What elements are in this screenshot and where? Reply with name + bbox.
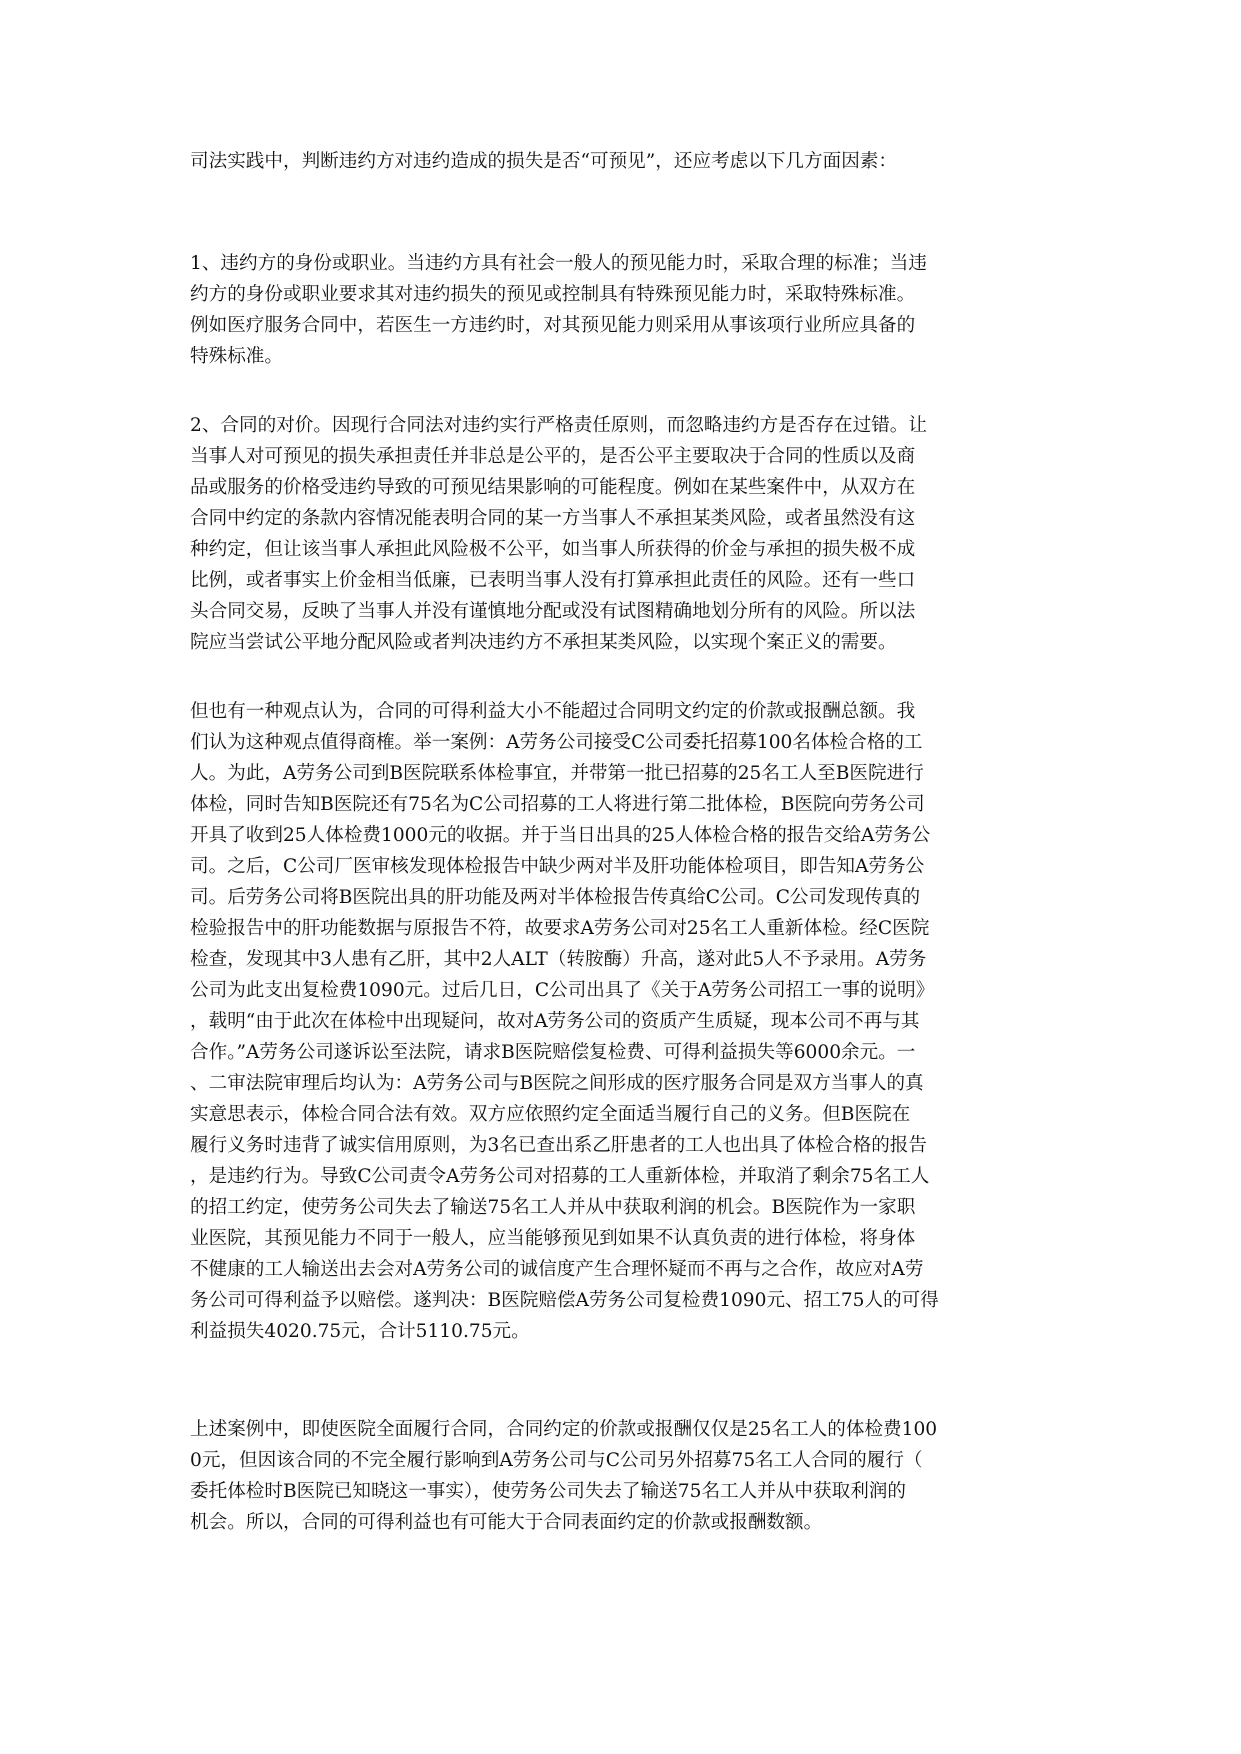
text-line: 委托体检时B医院已知晓这一事实），使劳务公司失去了输送75名工人并从中获取利润的 bbox=[190, 1481, 906, 1502]
text-line: 们认为这种观点值得商榷。举一案例：A劳务公司接受C公司委托招募100名体检合格的工 bbox=[190, 732, 923, 753]
text-line: 合同中约定的条款内容情况能表明合同的某一方当事人不承担某类风险，或者虽然没有这 bbox=[190, 508, 916, 529]
text-line: 实意思表示，体检合同合法有效。双方应依照约定全面适当履行自己的义务。但B医院在 bbox=[190, 1104, 911, 1125]
text-line: 的招工约定，使劳务公司失去了输送75名工人并从中获取利润的机会。B医院作为一家职 bbox=[190, 1197, 916, 1218]
text-line: 、二审法院审理后均认为：A劳务公司与B医院之间形成的医疗服务合同是双方当事人的真 bbox=[190, 1073, 924, 1094]
text-line: 比例，或者事实上价金相当低廉，已表明当事人没有打算承担此责任的风险。还有一些口 bbox=[190, 570, 916, 591]
paragraph-case-example bbox=[190, 696, 1070, 1347]
text-line: 司法实践中，判断违约方对违约造成的损失是否“可预见”，还应考虑以下几方面因素： bbox=[190, 151, 897, 172]
text-line: 检验报告中的肝功能数据与原报告不符，故要求A劳务公司对25名工人重新体检。经C医院 bbox=[190, 918, 930, 939]
text-line: 利益损失4020.75元，合计5110.75元。 bbox=[190, 1321, 530, 1342]
text-line: 人。为此，A劳务公司到B医院联系体检事宜，并带第一批已招募的25名工人至B医院进行 bbox=[190, 763, 924, 784]
text-line: 上述案例中，即使医院全面履行合同，合同约定的价款或报酬仅仅是25名工人的体检费100 bbox=[190, 1419, 938, 1440]
paragraph-consideration bbox=[190, 410, 1070, 658]
paragraph-conclusion bbox=[190, 1414, 1070, 1538]
text-line: 司。之后，C公司厂医审核发现体检报告中缺少两对半及肝功能体检项目，即告知A劳务公 bbox=[190, 856, 925, 877]
text-line: ，载明“由于此次在体检中出现疑问，故对A劳务公司的资质产生质疑，现本公司不再与其 bbox=[190, 1011, 920, 1032]
text-line: 种约定，但让该当事人承担此风险极不公平，如当事人所获得的价金与承担的损失极不成 bbox=[190, 539, 916, 560]
text-line: 品或服务的价格受违约导致的可预见结果影响的可能程度。例如在某些案件中，从双方在 bbox=[190, 477, 916, 498]
text-line: 检查，发现其中3人患有乙肝，其中2人ALT（转胺酶）升高，遂对此5人不予录用。A劳务 bbox=[190, 949, 927, 970]
text-line: 司。后劳务公司将B医院出具的肝功能及两对半体检报告传真给C公司。C公司发现传真的 bbox=[190, 887, 921, 908]
text-line: 业医院，其预见能力不同于一般人，应当能够预见到如果不认真负责的进行体检，将身体 bbox=[190, 1228, 916, 1249]
text-line: 当事人对可预见的损失承担责任并非总是公平的，是否公平主要取决于合同的性质以及商 bbox=[190, 446, 916, 467]
text-line: 约方的身份或职业要求其对违约损失的预见或控制具有特殊预见能力时，采取特殊标准。 bbox=[190, 284, 916, 305]
text-line: ，是违约行为。导致C公司责令A劳务公司对招募的工人重新体检，并取消了剩余75名工人 bbox=[190, 1166, 930, 1187]
intro-paragraph bbox=[190, 146, 1070, 177]
text-line: 务公司可得利益予以赔偿。遂判决：B医院赔偿A劳务公司复检费1090元、招工75人的可得 bbox=[190, 1290, 939, 1311]
text-line: 例如医疗服务合同中，若医生一方违约时，对其预见能力则采用从事该项行业所应具备的 bbox=[190, 315, 916, 336]
text-line: 1、违约方的身份或职业。当违约方具有社会一般人的预见能力时，采取合理的标准；当违 bbox=[190, 253, 927, 274]
text-line: 体检，同时告知B医院还有75名为C公司招募的工人将进行第二批体检，B医院向劳务公司 bbox=[190, 794, 925, 815]
paragraph-identity bbox=[190, 248, 1070, 372]
text-line: 开具了收到25人体检费1000元的收据。并于当日出具的25人体检合格的报告交给A劳务公 bbox=[190, 825, 931, 846]
text-line: 不健康的工人输送出去会对A劳务公司的诚信度产生合理怀疑而不再与之合作，故应对A劳 bbox=[190, 1259, 924, 1280]
text-line: 头合同交易，反映了当事人并没有谨慎地分配或没有试图精确地划分所有的风险。所以法 bbox=[190, 601, 916, 622]
text-line: 特殊标准。 bbox=[190, 346, 283, 367]
text-line: 0元，但因该合同的不完全履行影响到A劳务公司与C公司另外招募75名工人合同的履行（ bbox=[190, 1450, 923, 1471]
text-line: 履行义务时违背了诚实信用原则，为3名已查出系乙肝患者的工人也出具了体检合格的报告 bbox=[190, 1135, 927, 1156]
text-line: 公司为此支出复检费1090元。过后几日，C公司出具了《关于A劳务公司招工一事的说明》 bbox=[190, 980, 935, 1001]
text-line: 合作。”A劳务公司遂诉讼至法院，请求B医院赔偿复检费、可得利益损失等6000余元。一 bbox=[190, 1042, 916, 1063]
text-line: 院应当尝试公平地分配风险或者判决违约方不承担某类风险，以实现个案正义的需要。 bbox=[190, 632, 897, 653]
text-line: 2、合同的对价。因现行合同法对违约实行严格责任原则，而忽略违约方是否存在过错。让 bbox=[190, 415, 927, 436]
text-line: 但也有一种观点认为，合同的可得利益大小不能超过合同明文约定的价款或报酬总额。我 bbox=[190, 701, 916, 722]
text-line: 机会。所以，合同的可得利益也有可能大于合同表面约定的价款或报酬数额。 bbox=[190, 1512, 823, 1533]
